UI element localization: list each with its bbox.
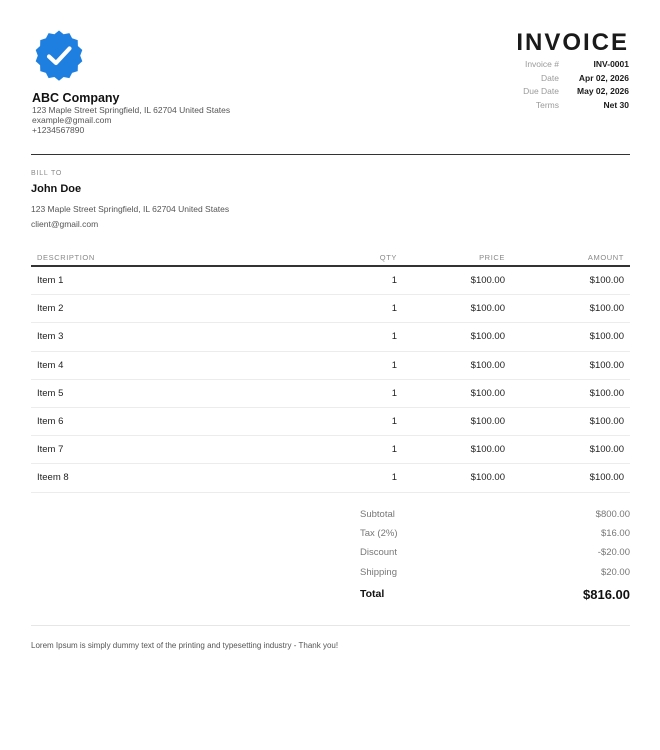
shipping-label: Shipping xyxy=(360,566,397,578)
tax-label: Tax (2%) xyxy=(360,528,398,540)
meta-label: Date xyxy=(541,72,559,83)
total-value: $816.00 xyxy=(583,586,630,602)
item-description: Item 3 xyxy=(37,331,64,343)
discount-label: Discount xyxy=(360,547,397,559)
item-amount: $100.00 xyxy=(589,416,624,428)
discount-row xyxy=(360,543,630,562)
item-qty: 1 xyxy=(391,472,397,484)
item-description: Item 7 xyxy=(37,444,64,456)
invoice-title: INVOICE xyxy=(516,29,629,56)
meta-label: Due Date xyxy=(523,86,559,96)
table-row xyxy=(31,323,630,351)
invoice-meta xyxy=(469,59,629,113)
item-qty: 1 xyxy=(391,359,397,371)
item-amount: $100.00 xyxy=(589,387,624,399)
meta-value: May 02, 2026 xyxy=(577,86,629,96)
footer-divider xyxy=(31,625,630,626)
item-qty: 1 xyxy=(391,303,397,315)
meta-row-date xyxy=(469,73,629,87)
subtotal-label: Subtotal xyxy=(360,509,395,521)
item-description: Item 4 xyxy=(37,359,64,371)
item-description: Item 6 xyxy=(37,416,64,428)
table-row xyxy=(31,464,630,492)
item-qty: 1 xyxy=(391,387,397,399)
discount-value: -$20.00 xyxy=(597,547,630,559)
company-email: example@gmail.com xyxy=(32,115,112,125)
table-header xyxy=(31,249,630,267)
meta-value: INV-0001 xyxy=(593,59,629,69)
tax-row xyxy=(360,524,630,543)
header-description: DESCRIPTION xyxy=(37,252,95,262)
item-amount: $100.00 xyxy=(589,303,624,315)
meta-row-terms xyxy=(469,100,629,114)
company-info xyxy=(32,91,332,135)
item-price: $100.00 xyxy=(470,444,505,456)
item-price: $100.00 xyxy=(470,387,505,399)
header-divider xyxy=(31,154,630,155)
subtotal-value: $800.00 xyxy=(595,509,630,521)
item-price: $100.00 xyxy=(470,275,505,287)
header-amount: AMOUNT xyxy=(587,252,624,262)
item-price: $100.00 xyxy=(470,472,505,484)
item-amount: $100.00 xyxy=(589,275,624,287)
line-items-table xyxy=(31,249,630,493)
table-row xyxy=(31,436,630,464)
item-description: Iteem 8 xyxy=(37,472,69,484)
table-row xyxy=(31,408,630,436)
company-address: 123 Maple Street Springfield, IL 62704 United States xyxy=(32,105,231,115)
item-amount: $100.00 xyxy=(589,331,624,343)
header-price: PRICE xyxy=(479,252,505,262)
meta-label: Invoice # xyxy=(524,59,559,69)
meta-value: Net 30 xyxy=(603,99,629,110)
shipping-value: $20.00 xyxy=(600,566,630,578)
client-address: 123 Maple Street Springfield, IL 62704 United States xyxy=(31,204,230,214)
item-description: Item 2 xyxy=(37,303,64,315)
item-qty: 1 xyxy=(391,416,397,428)
table-row xyxy=(31,267,630,295)
meta-label: Terms xyxy=(535,99,559,110)
item-qty: 1 xyxy=(391,331,397,343)
total-label: Total xyxy=(360,588,385,601)
item-description: Item 1 xyxy=(37,275,64,287)
item-description: Item 5 xyxy=(37,387,64,399)
item-qty: 1 xyxy=(391,275,397,287)
verified-badge-icon xyxy=(32,29,86,83)
bill-to-label: BILL TO xyxy=(31,170,63,177)
tax-value: $16.00 xyxy=(600,528,630,540)
item-amount: $100.00 xyxy=(589,444,624,456)
footer-note: Lorem Ipsum is simply dummy text of the printing and typesetting industry - Thank you! xyxy=(31,641,339,650)
item-price: $100.00 xyxy=(470,303,505,315)
table-row xyxy=(31,352,630,380)
item-price: $100.00 xyxy=(470,416,505,428)
header-qty: QTY xyxy=(379,252,397,262)
table-row xyxy=(31,380,630,408)
item-amount: $100.00 xyxy=(589,359,624,371)
client-email: client@gmail.com xyxy=(31,219,99,229)
company-phone: +1234567890 xyxy=(32,125,85,135)
shipping-row xyxy=(360,563,630,582)
item-price: $100.00 xyxy=(470,331,505,343)
totals-section xyxy=(360,505,630,604)
meta-row-invoice-number xyxy=(469,59,629,73)
company-name: ABC Company xyxy=(32,91,120,105)
subtotal-row xyxy=(360,505,630,524)
item-amount: $100.00 xyxy=(589,472,624,484)
item-price: $100.00 xyxy=(470,359,505,371)
total-row xyxy=(360,585,630,604)
client-name: John Doe xyxy=(31,183,82,195)
meta-row-due-date xyxy=(469,86,629,100)
table-row xyxy=(31,295,630,323)
meta-value: Apr 02, 2026 xyxy=(578,72,629,83)
table-body xyxy=(31,267,630,493)
item-qty: 1 xyxy=(391,444,397,456)
